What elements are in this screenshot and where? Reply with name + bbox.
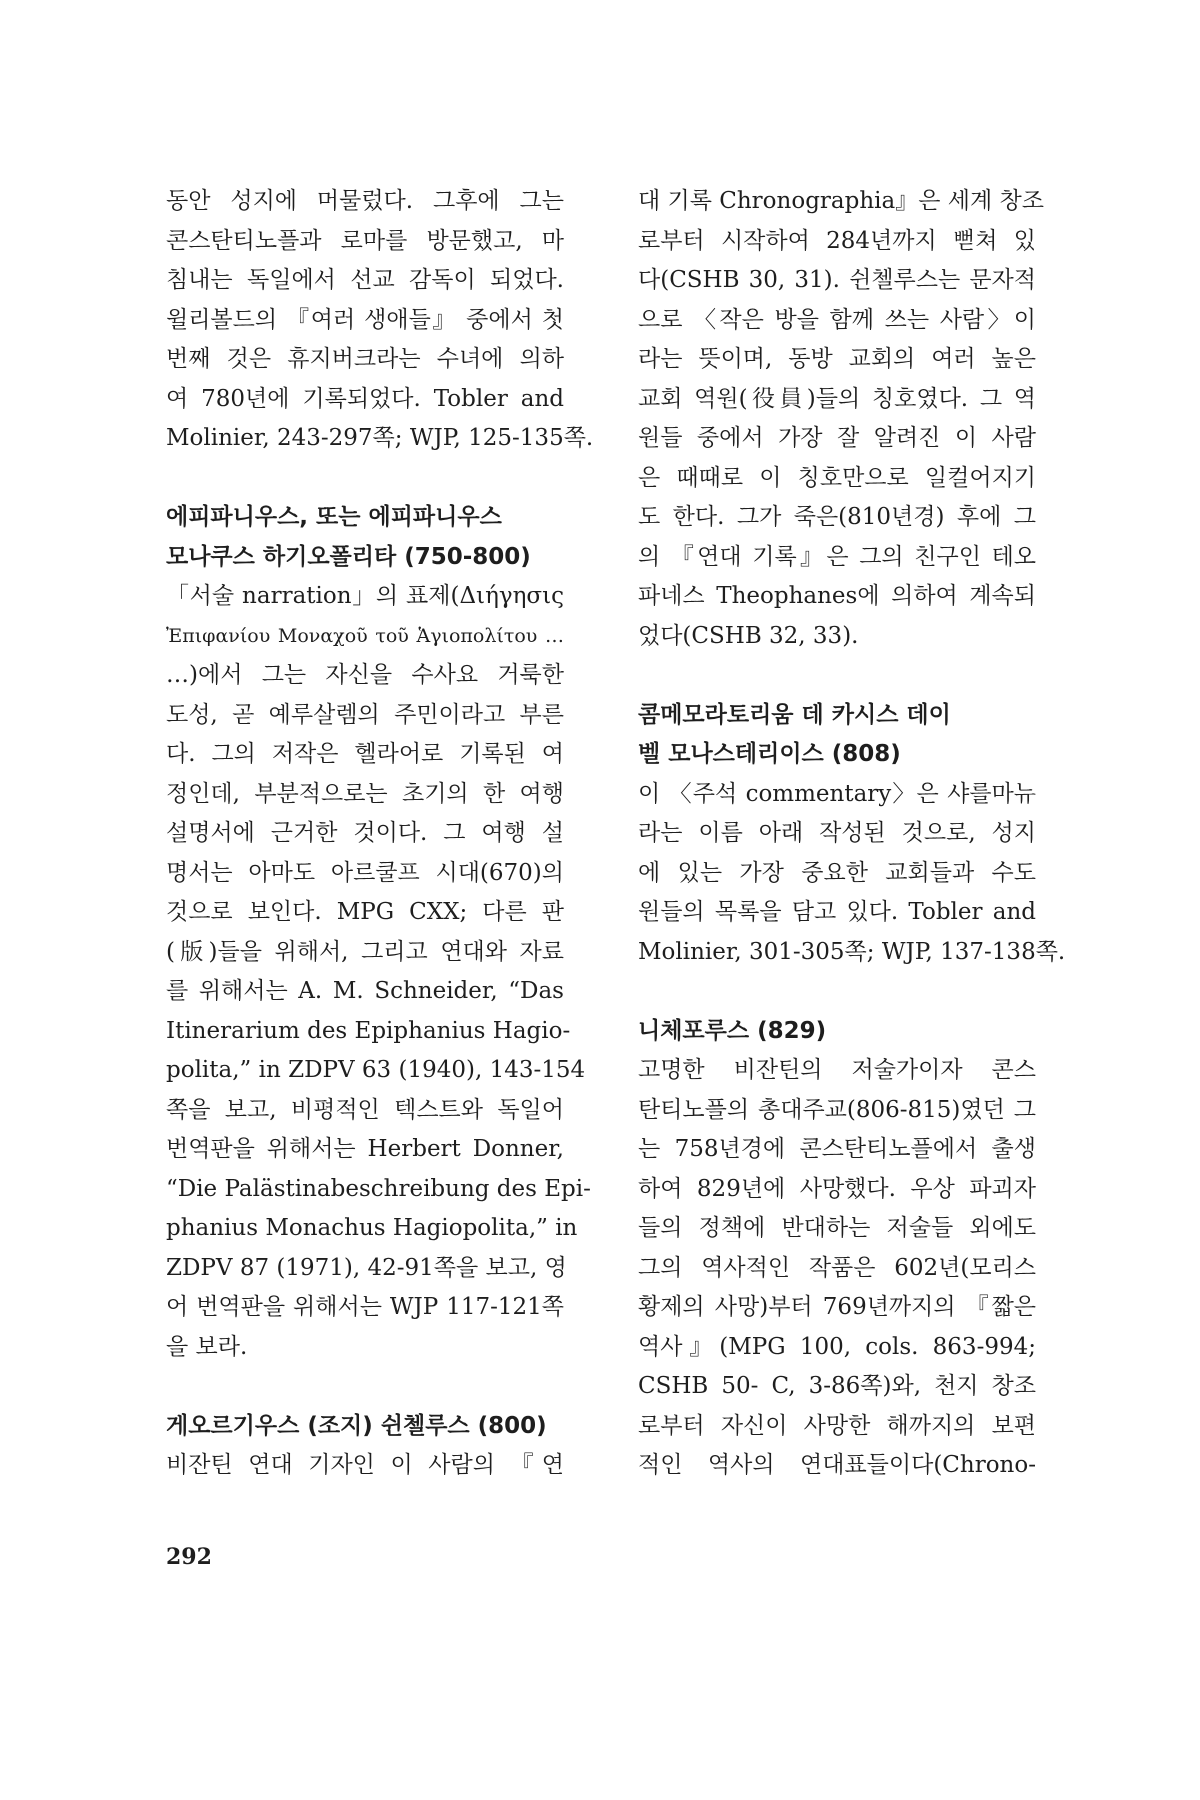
text-line: 황제의 사망)부터 769년까지의 『짧은 <box>638 1294 1036 1320</box>
text-line: 를 위해서는 A. M. Schneider, “Das <box>166 978 564 1004</box>
text-line: 원들의 목록을 담고 있다. Tobler and <box>638 899 1036 925</box>
text-line: 적인 역사의 연대표들이다(Chrono- <box>638 1452 1036 1478</box>
text-line: 도 한다. 그가 죽은(810년경) 후에 그 <box>638 504 1036 530</box>
text-line: 번째 것은 휴지버크라는 수녀에 의하 <box>166 346 564 372</box>
text-line: 명서는 아마도 아르쿨프 시대(670)의 <box>166 859 564 886</box>
text-line: Itinerarium des Epiphanius Hagio- <box>166 1017 571 1044</box>
text-line: 윌리볼드의 『여러 생애들』 중에서 첫 <box>166 306 564 333</box>
text-line: 콘스탄티노플과 로마를 방문했고, 마 <box>166 227 564 254</box>
entry-heading-epiphanius: 모나쿠스 하기오폴리타 (750-800) <box>166 543 531 570</box>
text-line: 대 기록 Chronographia』은 세계 창조 <box>638 188 1044 214</box>
text-line: 동안 성지에 머물렀다. 그후에 그는 <box>166 188 564 214</box>
text-line: …)에서 그는 자신을 수사요 거룩한 <box>166 662 564 688</box>
text-line: 의 『연대 기록』은 그의 친구인 테오 <box>638 543 1036 570</box>
text-line: (版)들을 위해서, 그리고 연대와 자료 <box>166 938 564 965</box>
entry-heading-georgius: 게오르기우스 (조지) 쉰첼루스 (800) <box>166 1412 547 1439</box>
text-line: 것으로 보인다. MPG CXX; 다른 판 <box>166 899 564 925</box>
text-line: polita,” in ZDPV 63 (1940), 143-154 <box>166 1057 586 1083</box>
text-line: 도성, 곧 예루살렘의 주민이라고 부른 <box>166 701 564 728</box>
text-line: 「서술 narration」의 표제(Διήγησις <box>166 583 564 609</box>
text-line: 들의 정책에 반대하는 저술들 외에도 <box>638 1215 1036 1241</box>
text-line: 다. 그의 저작은 헬라어로 기록된 여 <box>166 741 564 767</box>
text-line: 다(CSHB 30, 31). 쉰첼루스는 문자적 <box>638 267 1036 293</box>
left-column <box>166 182 594 1486</box>
entry-heading-commemoratorium: 콤메모라토리움 데 카시스 데이 <box>638 701 951 728</box>
entry-heading-epiphanius: 에피파니우스, 또는 에피파니우스 <box>166 504 502 530</box>
text-line: 비잔틴 연대 기자인 이 사람의 『연 <box>166 1452 564 1478</box>
text-line: 여 780년에 기록되었다. Tobler and <box>166 385 564 412</box>
text-line: 었다(CSHB 32, 33). <box>638 622 859 649</box>
text-line: 정인데, 부분적으로는 초기의 한 여행 <box>166 780 564 807</box>
text-line: 라는 이름 아래 작성된 것으로, 성지 <box>638 820 1036 846</box>
text-line: 을 보라. <box>166 1333 248 1360</box>
text-line: 이 〈주석 commentary〉은 샤를마뉴 <box>638 780 1036 807</box>
text-line: 하여 829년에 사망했다. 우상 파괴자 <box>638 1175 1036 1202</box>
text-line: Ἐπιφανίου Μοναχοῦ τοῦ Ἁγιοπολίτου … <box>166 624 564 647</box>
entry-heading-nicephorus: 니체포루스 (829) <box>638 1017 827 1044</box>
text-line: 교회 역원(役員)들의 칭호였다. 그 역 <box>638 385 1036 412</box>
entry-heading-commemoratorium: 벨 모나스테리이스 (808) <box>638 741 901 767</box>
text-line: phanius Monachus Hagiopolita,” in <box>166 1215 578 1241</box>
text-line: 설명서에 근거한 것이다. 그 여행 설 <box>166 820 564 846</box>
text-line: 역사』(MPG 100, cols. 863-994; <box>638 1333 1036 1360</box>
text-line: 파네스 Theophanes에 의하여 계속되 <box>638 583 1036 609</box>
text-line: 라는 뜻이며, 동방 교회의 여러 높은 <box>638 346 1036 372</box>
text-line: Molinier, 301-305쪽; WJP, 137-138쪽. <box>638 938 1066 965</box>
text-line: 로부터 시작하여 284년까지 뻗쳐 있 <box>638 227 1036 254</box>
text-line: CSHB 50- C, 3-86쪽)와, 천지 창조 <box>638 1373 1036 1399</box>
text-line: 침내는 독일에서 선교 감독이 되었다. <box>166 267 564 293</box>
text-line: 은 때때로 이 칭호만으로 일컬어지기 <box>638 464 1036 491</box>
text-line: Molinier, 243-297쪽; WJP, 125-135쪽. <box>166 425 594 451</box>
text-line: 는 758년경에 콘스탄티노플에서 출생 <box>638 1136 1036 1162</box>
text-line: 탄티노플의 총대주교(806-815)였던 그 <box>638 1096 1036 1123</box>
text-line: “Die Palästinabeschreibung des Epi- <box>166 1175 591 1202</box>
page-number: 292 <box>166 1544 212 1570</box>
text-line: 어 번역판을 위해서는 WJP 117-121쪽 <box>166 1294 564 1320</box>
text-line: 로부터 자신이 사망한 해까지의 보편 <box>638 1412 1036 1439</box>
right-column <box>638 182 1066 1486</box>
text-line: 에 있는 가장 중요한 교회들과 수도 <box>638 859 1036 886</box>
text-line: 쪽을 보고, 비평적인 텍스트와 독일어 <box>166 1096 564 1123</box>
text-line: 그의 역사적인 작품은 602년(모리스 <box>638 1254 1036 1281</box>
text-line: 번역판을 위해서는 Herbert Donner, <box>166 1136 564 1162</box>
text-line: 고명한 비잔틴의 저술가이자 콘스 <box>638 1057 1036 1083</box>
text-line: ZDPV 87 (1971), 42-91쪽을 보고, 영 <box>166 1254 567 1281</box>
text-line: 으로 〈작은 방을 함께 쓰는 사람〉이 <box>638 306 1036 333</box>
text-line: 원들 중에서 가장 잘 알려진 이 사람 <box>638 425 1036 451</box>
